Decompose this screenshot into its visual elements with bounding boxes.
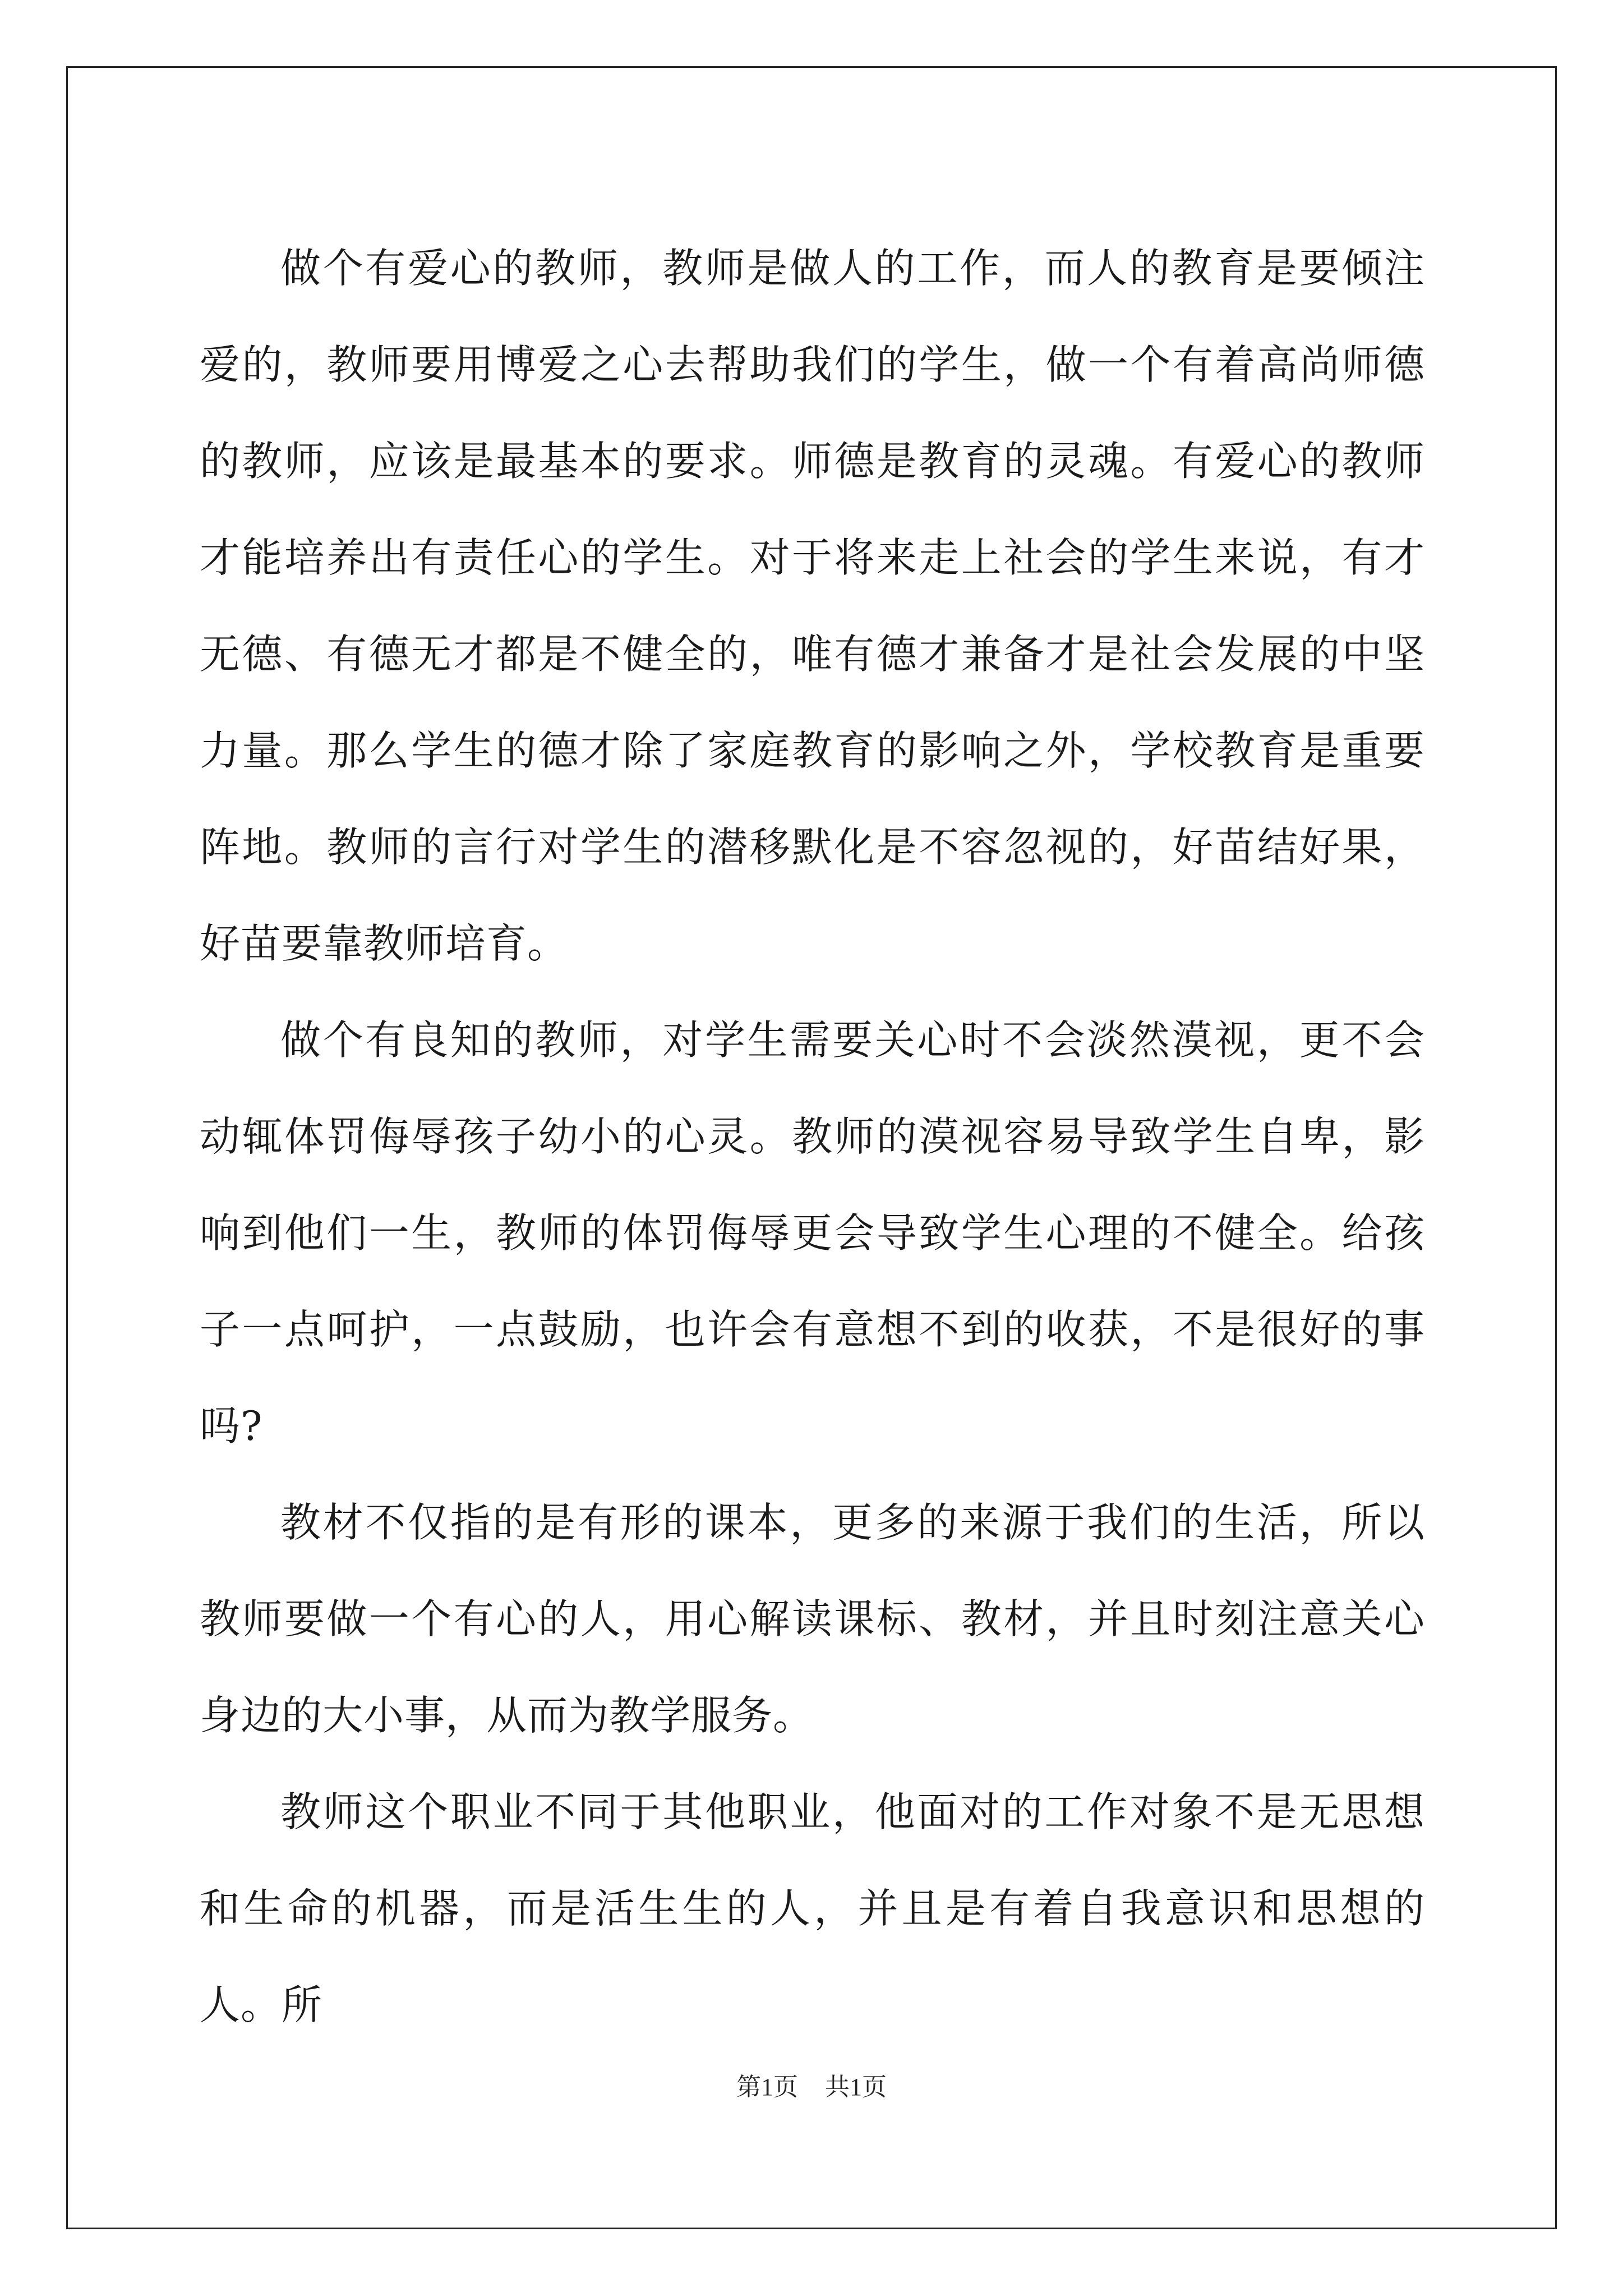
paragraph: 教师这个职业不同于其他职业，他面对的工作对象不是无思想和生命的机器，而是活生生的人，并且是有着自我意识和思想的人。所 <box>200 1788 1425 2028</box>
document-body <box>200 220 1425 2053</box>
page-total: 共1页 <box>825 2073 887 2101</box>
paragraph: 做个有良知的教师，对学生需要关心时不会淡然漠视，更不会动辄体罚侮辱孩子幼小的心灵。教师的漠视容易导致学生自卑，影响到他们一生，教师的体罚侮辱更会导致学生心理的不健全。给孩子一点呵护，一点鼓励，也许会有意想不到的收获，不是很好的事吗? <box>200 1016 1425 1450</box>
paragraph: 教材不仅指的是有形的课本，更多的来源于我们的生活，所以教师要做一个有心的人，用心解读课标、教材，并且时刻注意关心身边的大小事，从而为教学服务。 <box>200 1499 1425 1739</box>
page-footer <box>0 2067 1623 2102</box>
paragraph: 做个有爱心的教师，教师是做人的工作，而人的教育是要倾注爱的，教师要用博爱之心去帮助我们的学生，做一个有着高尚师德的教师，应该是最基本的要求。师德是教育的灵魂。有爱心的教师才能培养出有责任心的学生。对于将来走上社会的学生来说，有才无德、有德无才都是不健全的，唯有德才兼备才是社会发展的中坚力量。那么学生的德才除了家庭教育的影响之外，学校教育是重要阵地。教师的言行对学生的潜移默化是不容忽视的，好苗结好果，好苗要靠教师培育。 <box>200 245 1425 967</box>
page-number: 第1页 <box>736 2073 798 2101</box>
